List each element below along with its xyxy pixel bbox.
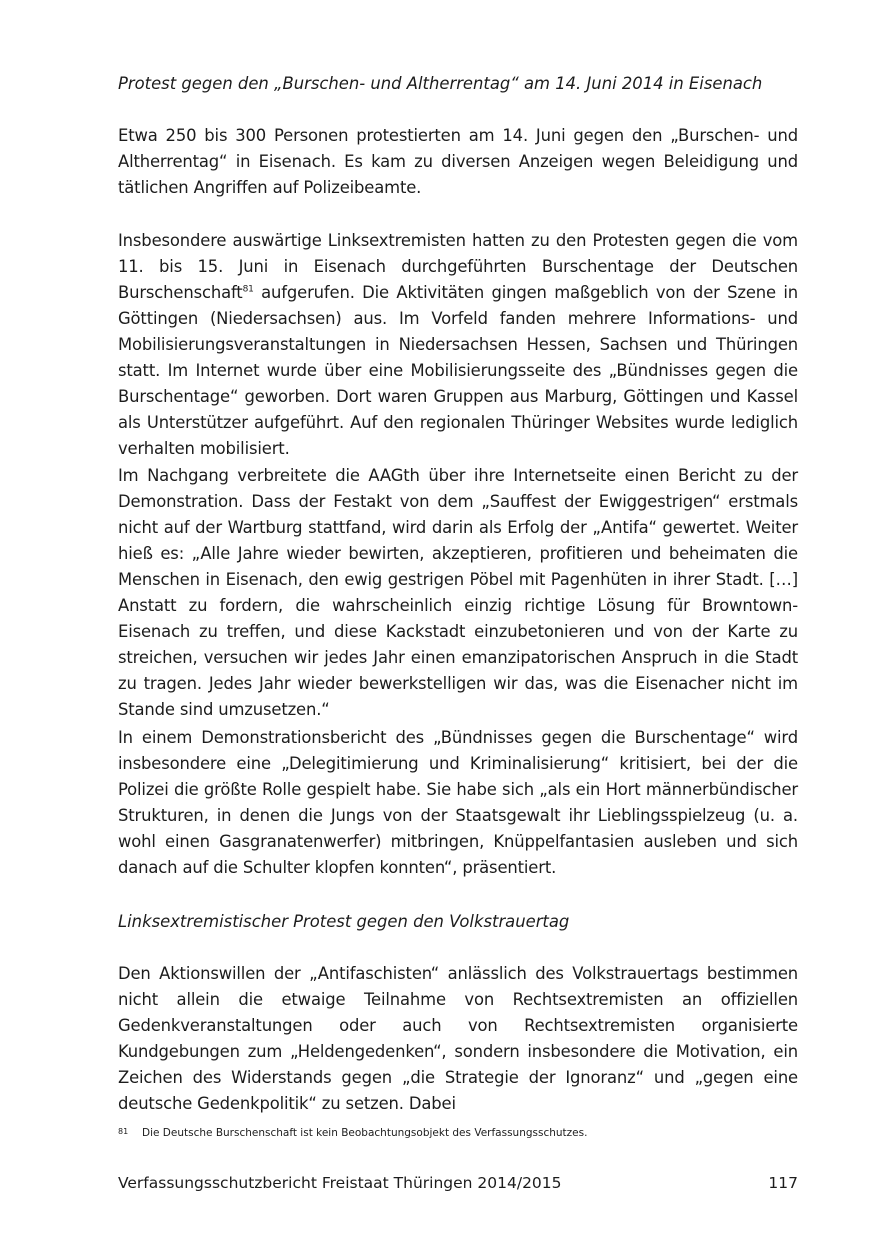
paragraph-volkstrauertag: Den Aktionswillen der „Antifaschisten“ anlässlich des Volkstrauertags bestimmen nicht allein die etwaige Teilnahme von Rechtsextremisten an offiziellen Gedenkveranstaltungen oder auch von Rechtsextremisten organisierte Kundgebungen zum „Heldengedenken“, sondern insbesondere die Motivation, ein Zeichen des Widerstands gegen „die Strategie der Ignoranz“ und „gegen eine deutsche Gedenkpolitik“ zu setzen. Dabei <box>118 964 798 1113</box>
paragraph-protest-summary: Etwa 250 bis 300 Personen protestierten am 14. Juni gegen den „Burschen- und Altherrentag“ in Eisenach. Es kam zu diversen Anzeigen wegen Beleidigung und tätlichen Angriffen auf Polizeibeamte. <box>118 126 798 197</box>
paragraph-mobilization <box>118 228 798 462</box>
paragraph-mobilization-text-a: Insbesondere auswärtige Linksextremisten hatten zu den Protesten gegen die vom 11. bis 15. Juni in Eisenach durchgeführten Burschentage der Deutschen Burschenschaft <box>118 231 798 302</box>
section-heading-volkstrauertag: Linksextremistischer Protest gegen den Volkstrauertag <box>118 912 570 931</box>
document-page <box>118 0 798 1241</box>
section-heading-burschentag: Protest gegen den „Burschen- und Altherrentag“ am 14. Juni 2014 in Eisenach <box>118 74 763 93</box>
paragraph-demonstration-report: In einem Demonstrationsbericht des „Bündnisses gegen die Burschentage“ wird insbesondere eine „Delegitimierung und Kriminalisierung“ kritisiert, bei der die Polizei die größte Rolle gespielt habe. Sie habe sich „als ein Hort männerbündischer Strukturen, in denen die Jungs von der Staatsgewalt ihr Lieblingsspielzeug (u. a. wohl einen Gasgranatenwerfer) mitbringen, Knüppelfantasien ausleben und sich danach auf die Schulter klopfen konnten“, präsentiert. <box>118 728 798 877</box>
footnote <box>118 1125 798 1141</box>
paragraph-aagth-report: Im Nachgang verbreitete die AAGth über ihre Internetseite einen Bericht zu der Demonstration. Dass der Festakt von dem „Sauffest der Ewiggestrigen“ erstmals nicht auf der Wartburg stattfand, wird darin als Erfolg der „Antifa“ gewertet. Weiter hieß es: „Alle Jahre wieder bewirten, akzeptieren, profitieren und beheimaten die Menschen in Eisenach, den ewig gestrigen Pöbel mit Pagenhüten in ihrer Stadt. […] Anstatt zu fordern, die wahrscheinlich einzig richtige Lösung für Browntown-Eisenach zu treffen, und diese Kackstadt einzubetonieren und von der Karte zu streichen, versuchen wir jedes Jahr einen emanzipatorischen Anspruch in die Stadt zu tragen. Jedes Jahr wieder bewerkstelligen wir das, was die Eisenacher nicht im Stande sind umzusetzen.“ <box>118 466 798 719</box>
paragraph-mobilization-text-b: aufgerufen. Die Aktivitäten gingen maßgeblich von der Szene in Göttingen (Niedersachsen) aus. Im Vorfeld fanden mehrere Informations- und Mobilisierungsveranstaltungen in Niedersachsen Hessen, Sachsen und Thüringen statt. Im Internet wurde über eine Mobilisierungsseite des „Bündnisses gegen die Burschentage“ geworben. Dort waren Gruppen aus Marburg, Göttingen und Kassel als Unterstützer aufgeführt. Auf den regionalen Thüringer Websites wurde lediglich verhalten mobilisiert. <box>118 283 798 458</box>
footnote-text: Die Deutsche Burschenschaft ist kein Beobachtungsobjekt des Verfassungsschutzes. <box>142 1127 588 1139</box>
page-footer <box>118 1171 798 1195</box>
page-number: 117 <box>768 1174 798 1192</box>
footnote-number: 81 <box>118 1127 129 1136</box>
footer-title: Verfassungsschutzbericht Freistaat Thüringen 2014/2015 <box>118 1174 562 1192</box>
footnote-reference[interactable]: 81 <box>242 284 254 295</box>
